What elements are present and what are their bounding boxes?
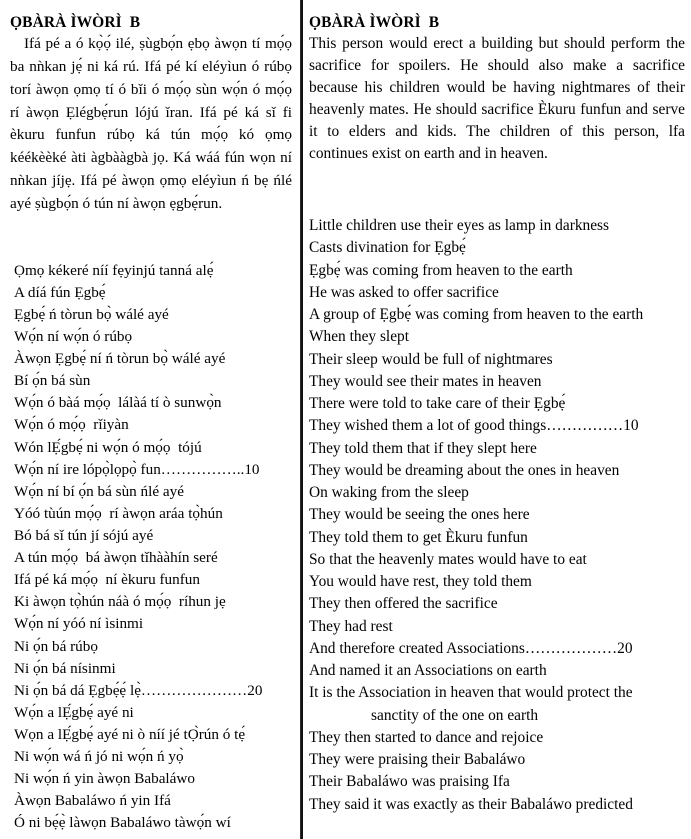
verse-line-wrapped-continuation: sanctity of the one on earth [371,706,539,724]
verse-line: They had rest [309,617,393,635]
verse-line: Wọ́n ó mọ́ọ rǐiyàn [14,416,129,434]
verse-line: They would be dreaming about the ones in heaven [309,461,620,479]
verse-line: Ni ọ́n bá rúbọ [14,637,98,655]
verse-line: Wọn a lẸ́gbẹ́ ayé ni ò níí jé tỌ̀rún ó tẹ́ [14,725,246,743]
verse-line: On waking from the sleep [309,484,469,501]
verse-line: They said it was exactly as their Babaláwo predicted [309,795,633,813]
verse-line-wrapped-first: It is the Association in heaven that would protect the [309,684,633,702]
verse-line: Ó ni bẹ́ẹ̀ làwọn Babaláwo tàwọ́n wí [14,814,231,832]
verse-line: Àwọn Babaláwo ń yin Ifá [14,792,171,810]
verse-line: Ọmọ kékeré níí fẹyinjú tanná alẹ́ [14,261,214,279]
verse-line: They told them that if they slept here [309,439,537,457]
verse-line: Bí ọ́n bá sùn [14,372,91,390]
verse-line-numbered-10: They wished them a lot of good things……………10 [309,417,639,435]
verse-line: Yóó tùún mọ́ọ rí àwọn aráa tọ̀hún [14,504,223,522]
verse-line: Wọ́n a lẸ́gbẹ́ ayé ni [14,703,134,721]
verse-line: Ẹgbẹ́ ń tòrun bọ̀ wálé ayé [14,305,169,323]
verse-line-numbered-20: And therefore created Associations………………20 [309,639,633,657]
verse-line: Ni wọ́n ń yin àwọn Babaláwo [14,770,195,788]
left-prose-paragraph: Ifá pé a ó kọ̀ọ́ ilé, ṣùgbọ́n ẹbọ àwọn tí mọ́ọ ba nǹkan jẹ́ ni ká rú. Ifá pé kí eléyìun ó rúbọ torí àwọn ọmọ tí ó bǐi ó mọ́ọ sùn wọ́n ó mọ́ọ rí àwọn Ẹlégbẹ́run lójú ǐran. Ifá pé ká sǐ fi èkuru funfun rúbọ ká tún mọ́ọ kó ọmọ kéékèèké àti àgbààgbà jọ. Ká wáá fún wọn ní nǹkan jíjẹ. Ifá pé àwọn ọmọ eléyìun ń bẹ ńlé ayé ṣùgbọ́n ó tún ní àwọn ẹgbẹ́run. [10,35,292,212]
left-verse-block [10,260,292,835]
verse-line: Ni wọ́n wá ń jó ni wọ́n ń yọ̀ [14,748,184,766]
verse-line: You would have rest, they told them [309,573,532,590]
right-verse-block [309,215,685,816]
verse-line: So that the heavenly mates would have to eat [309,550,587,568]
verse-line: When they slept [309,328,410,346]
verse-line: They were praising their Babaláwo [309,751,526,768]
right-column-english [300,0,691,816]
verse-line-numbered-20: Ni ọ́n bá dá Ẹgbẹ́ẹ́ lẹ̀…………………20 [14,681,263,699]
right-prose-paragraph: This person would erect a building but should perform the sacrifice for spoilers. He should also make a sacrifice because his children would be having nightmares of their heavenly mates. He should sacrifice Èkuru funfun and serve it to elders and kids. The children of this person, lfa continues exist on earth and in heaven. [309,35,685,163]
verse-line: A díá fún Ẹgbẹ́ [14,283,106,301]
right-section-spacer [309,165,685,215]
verse-line: He was asked to offer sacrifice [309,283,499,301]
verse-line: Wọ́n ní yóó ní ìsinmi [14,615,144,633]
verse-line: And named it an Associations on earth [309,662,547,679]
verse-line: Their Babaláwo was praising Ifa [309,773,510,791]
verse-line: There were told to take care of their Ẹgbẹ́ [309,395,566,412]
verse-line: They told them to get Èkuru funfun [309,528,528,546]
verse-line: Wọ́n ní bí ọ́n bá sùn ńlé ayé [14,482,184,500]
verse-line: They then started to dance and rejoice [309,728,544,746]
verse-line-numbered-10: Wọ́n ní ire lópọ̀lọpọ̀ fun……………..10 [14,460,260,478]
left-column-yoruba [0,0,300,835]
verse-line: Ki àwọn tọ̀hún náà ó mọ́ọ ríhun jẹ [14,593,226,611]
right-chapter-title: ỌBÀRÀ ÌWÒRÌ B [309,14,440,31]
verse-line: Wọ́n ó bàá mọ́ọ lálàá tí ò sunwọ̀n [14,394,222,412]
verse-line: Ifá pé ká mọ́ọ ní èkuru funfun [14,571,200,589]
column-divider [300,0,303,839]
verse-line: Casts divination for Ẹgbẹ́ [309,239,466,257]
verse-line: They would be seeing the ones here [309,506,530,524]
verse-line: Àwọn Ẹgbẹ́ ní ń tòrun bọ̀ wálé ayé [14,350,226,368]
verse-line: Wọ́n ní wọ́n ó rúbọ [14,327,133,345]
verse-line-wrapped [309,682,685,727]
verse-line: Their sleep would be full of nightmares [309,350,553,368]
verse-line: A tún mọ́ọ bá àwọn tǐhààhín seré [14,549,218,567]
verse-line: Bó bá sǐ tún jí sójú ayé [14,526,154,544]
verse-line: Little children use their eyes as lamp in darkness [309,217,610,234]
verse-line: They then offered the sacrifice [309,595,498,613]
left-section-spacer [10,216,292,260]
verse-line: They would see their mates in heaven [309,372,542,390]
left-chapter-title: ỌBÀRÀ ÌWÒRÌ B [10,14,141,31]
verse-line: Ẹgbẹ́ was coming from heaven to the earth [309,261,573,279]
verse-line: Wón lẸ́gbẹ́ ni wọ́n ó mọ́ọ tójú [14,438,202,456]
verse-line: A group of Ẹgbẹ́ was coming from heaven to the earth [309,306,644,323]
verse-line: Ni ọ́n bá nísinmi [14,659,116,677]
